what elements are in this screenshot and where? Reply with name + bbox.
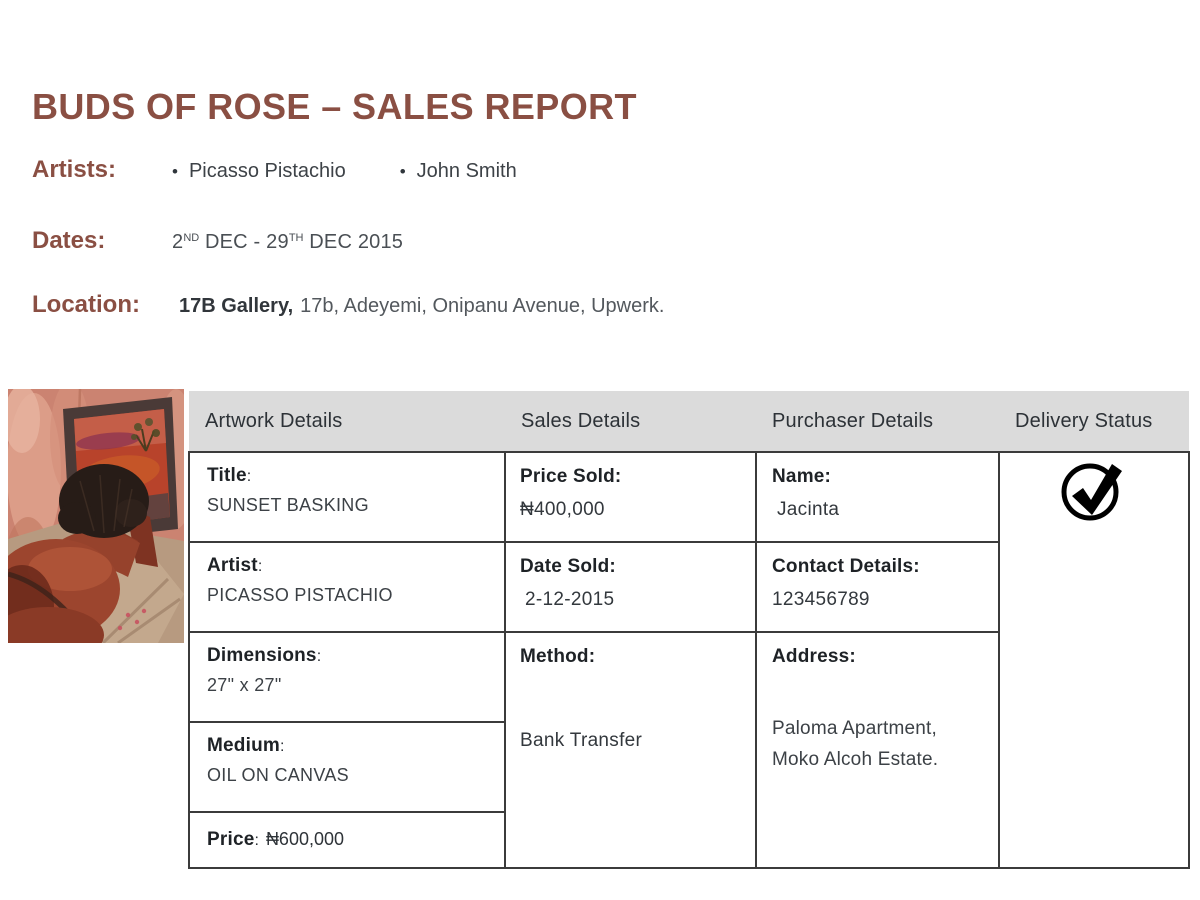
column-header-sales-details: Sales Details	[505, 391, 756, 452]
colon: :	[257, 558, 263, 575]
ordinal-suffix: TH	[288, 232, 304, 244]
column-header-delivery-status: Delivery Status	[999, 391, 1189, 452]
cell-label-line	[207, 465, 496, 487]
bullet-icon: •	[399, 162, 406, 181]
contact-details-cell	[756, 542, 999, 632]
check-circle-icon	[1059, 454, 1129, 524]
list-item	[172, 160, 346, 183]
medium-label: Medium	[207, 735, 280, 756]
location-row	[32, 291, 664, 319]
method-label: Method:	[520, 646, 596, 667]
cell-label-line	[207, 735, 496, 757]
contact-label: Contact Details:	[772, 556, 920, 577]
method-cell	[505, 632, 756, 868]
dimensions-label: Dimensions	[207, 645, 317, 666]
name-label: Name:	[772, 466, 832, 487]
price-value: ₦600,000	[265, 829, 345, 849]
purchaser-name-cell	[756, 452, 999, 542]
cell-label-line	[207, 555, 496, 577]
artist-name: John Smith	[416, 160, 517, 182]
address-label: Address:	[772, 646, 856, 667]
colon: :	[254, 832, 259, 849]
price-label: Price	[207, 829, 255, 850]
price-sold-value: ₦400,000	[520, 499, 605, 520]
title-value: SUNSET BASKING	[207, 495, 369, 515]
page-title: BUDS OF ROSE – SALES REPORT	[32, 86, 637, 127]
date-sold-cell	[505, 542, 756, 632]
method-value: Bank Transfer	[520, 730, 643, 751]
address-value	[772, 714, 990, 776]
column-header-artwork-details: Artwork Details	[189, 391, 505, 452]
dates-day: 2	[172, 231, 184, 253]
date-sold-label: Date Sold:	[520, 556, 616, 577]
column-header-purchaser-details: Purchaser Details	[756, 391, 999, 452]
artist-label: Artist	[207, 555, 258, 576]
price-sold-cell	[505, 452, 756, 542]
artists-list	[172, 160, 517, 183]
sales-report-table	[188, 391, 1190, 869]
dates-label: Dates:	[32, 227, 106, 254]
delivery-status-cell	[999, 452, 1189, 868]
ordinal-suffix: ND	[183, 232, 200, 244]
artist-name: Picasso Pistachio	[188, 160, 346, 182]
painting-thumbnail	[8, 389, 184, 643]
bullet-icon: •	[172, 162, 178, 181]
medium-value: OIL ON CANVAS	[207, 765, 349, 785]
artwork-dimensions-cell	[189, 632, 505, 722]
address-cell	[756, 632, 999, 868]
artwork-title-cell	[189, 452, 505, 542]
artists-label: Artists:	[32, 156, 117, 183]
colon: :	[316, 648, 322, 665]
artist-value: PICASSO PISTACHIO	[207, 585, 393, 605]
gallery-address: 17b, Adeyemi, Onipanu Avenue, Upwerk.	[300, 295, 665, 317]
dates-middle: DEC - 29	[199, 231, 289, 253]
location-label: Location:	[32, 291, 140, 318]
cell-label-line	[207, 645, 496, 667]
table-header-row	[189, 391, 1189, 452]
list-item	[400, 160, 517, 183]
dimensions-value: 27" x 27"	[207, 675, 282, 695]
name-value: Jacinta	[777, 499, 840, 520]
dates-value	[172, 231, 403, 254]
address-line: Moko Alcoh Estate.	[772, 748, 939, 770]
address-line: Paloma Apartment,	[772, 718, 937, 739]
artwork-artist-cell	[189, 542, 505, 632]
gallery-name: 17B Gallery,	[179, 295, 294, 317]
artists-row	[32, 156, 517, 184]
colon: :	[279, 738, 285, 755]
contact-value: 123456789	[772, 589, 870, 610]
title-label: Title	[207, 465, 247, 486]
dates-row	[32, 227, 403, 255]
artwork-price-cell	[189, 812, 505, 868]
date-sold-value: 2-12-2015	[525, 589, 615, 610]
colon: :	[246, 468, 252, 485]
table-row	[189, 452, 1189, 542]
dates-end: DEC 2015	[303, 231, 404, 253]
price-sold-label: Price Sold:	[520, 466, 622, 487]
artwork-medium-cell	[189, 722, 505, 812]
location-value	[172, 295, 664, 318]
